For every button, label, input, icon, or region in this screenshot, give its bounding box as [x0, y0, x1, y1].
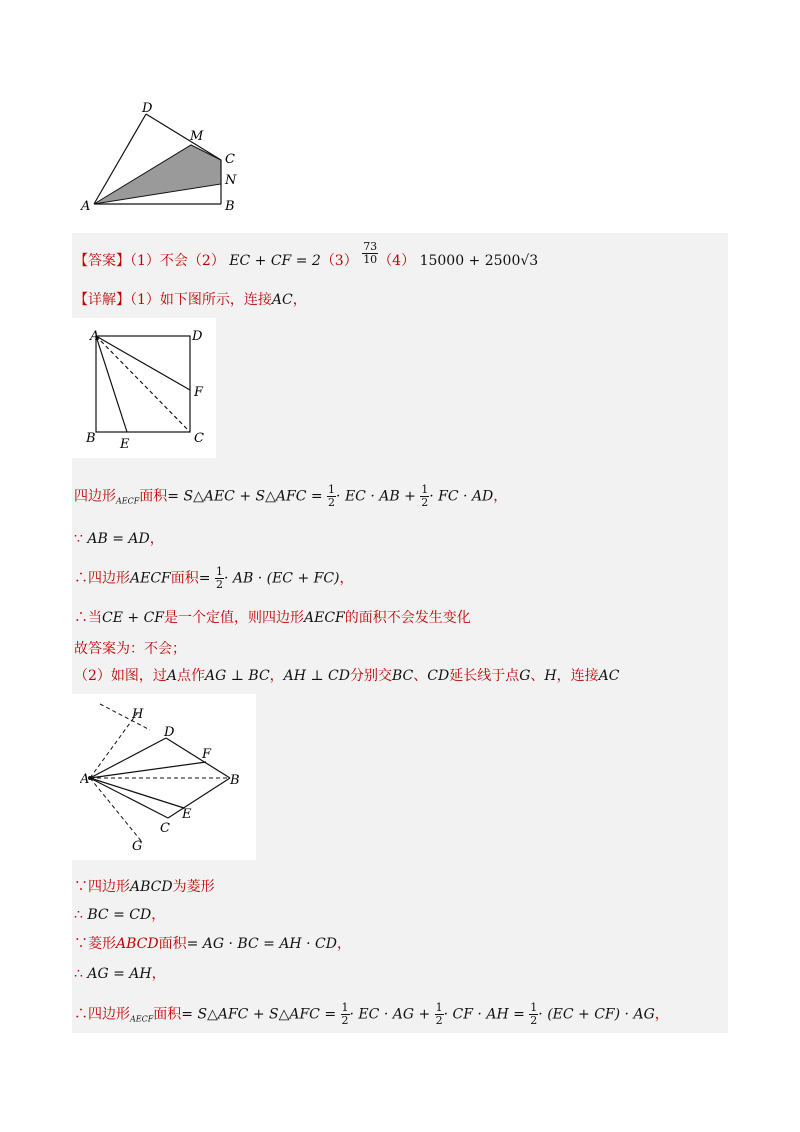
line-area-sum: 四边形$_{AECF}$面积= S△AEC + S△AFC = $\frac{1}{2}$ · EC · AB + $\frac{1}{2}$ · FC · AD，: [74, 483, 508, 509]
svg-text:G: G: [132, 839, 143, 854]
svg-text:A: A: [90, 329, 100, 344]
label-M: M: [190, 129, 204, 144]
label-B: B: [225, 199, 235, 214]
line-rhombus-area: ∵菱形ABCD面积= AG · BC = AH · CD，: [74, 936, 351, 952]
line-rhombus: ∵四边形ABCD为菱形: [74, 879, 215, 895]
shaded-region: [94, 145, 221, 204]
answer-eq2: EC + CF = 2: [229, 253, 321, 269]
detail-line: 【详解】（1）如下图所示，连接AC，: [74, 292, 307, 308]
line-area-final: ∴四边形$_{AECF}$面积= S△AFC + S△AFC = $\frac{1}{2}$ · EC · AG + $\frac{1}{2}$ · CF · AH = $\frac{1}{2}$ · (EC + CF) · AG，: [74, 1001, 669, 1027]
answer-eq4: 15000 + 2500√3: [419, 253, 539, 269]
figure-1-diagram: [78, 100, 248, 215]
svg-text:C: C: [160, 821, 170, 836]
svg-text:F: F: [194, 385, 204, 400]
label-N: N: [225, 173, 237, 188]
line-part-2: （2）如图，过A点作AG ⊥ BC，AH ⊥ CD分别交BC、CD延长线于点G、H，连接AC: [74, 668, 620, 684]
answer-fraction: $\frac{73}{10}$: [363, 239, 378, 266]
svg-text:F: F: [202, 747, 212, 762]
line-area-factor: ∴四边形AECF面积= $\frac{1}{2}$ · AB · (EC + FC)，: [74, 565, 354, 591]
svg-text:B: B: [230, 773, 240, 788]
svg-text:D: D: [164, 725, 175, 740]
answer-line: 【答案】（1）不会（2） EC + CF = 2（3） $\frac{73}{10}$ （4） 15000 + 2500√3: [74, 239, 539, 269]
svg-text:D: D: [192, 329, 203, 344]
figure-2-square: [76, 320, 216, 455]
line-answer-1: 故答案为：不会；: [74, 641, 186, 657]
label-A: A: [81, 199, 91, 214]
answer-bracket: 【答案】: [74, 253, 130, 269]
line-ag-ah: ∴ AG = AH，: [74, 966, 166, 982]
line-constant: ∴当CE + CF是一个定值，则四边形AECF的面积不会发生变化: [74, 610, 471, 626]
svg-text:E: E: [182, 807, 192, 822]
line-bc-cd: ∴ BC = CD，: [74, 907, 166, 923]
figure-3-rhombus: [80, 700, 255, 858]
svg-text:B: B: [86, 431, 96, 446]
svg-text:E: E: [120, 437, 130, 452]
svg-text:H: H: [132, 707, 144, 722]
label-D: D: [142, 101, 153, 116]
label-C: C: [225, 152, 235, 167]
line-ab-ad: ∵ AB = AD，: [74, 531, 164, 547]
svg-text:A: A: [80, 772, 90, 787]
svg-text:C: C: [194, 431, 204, 446]
